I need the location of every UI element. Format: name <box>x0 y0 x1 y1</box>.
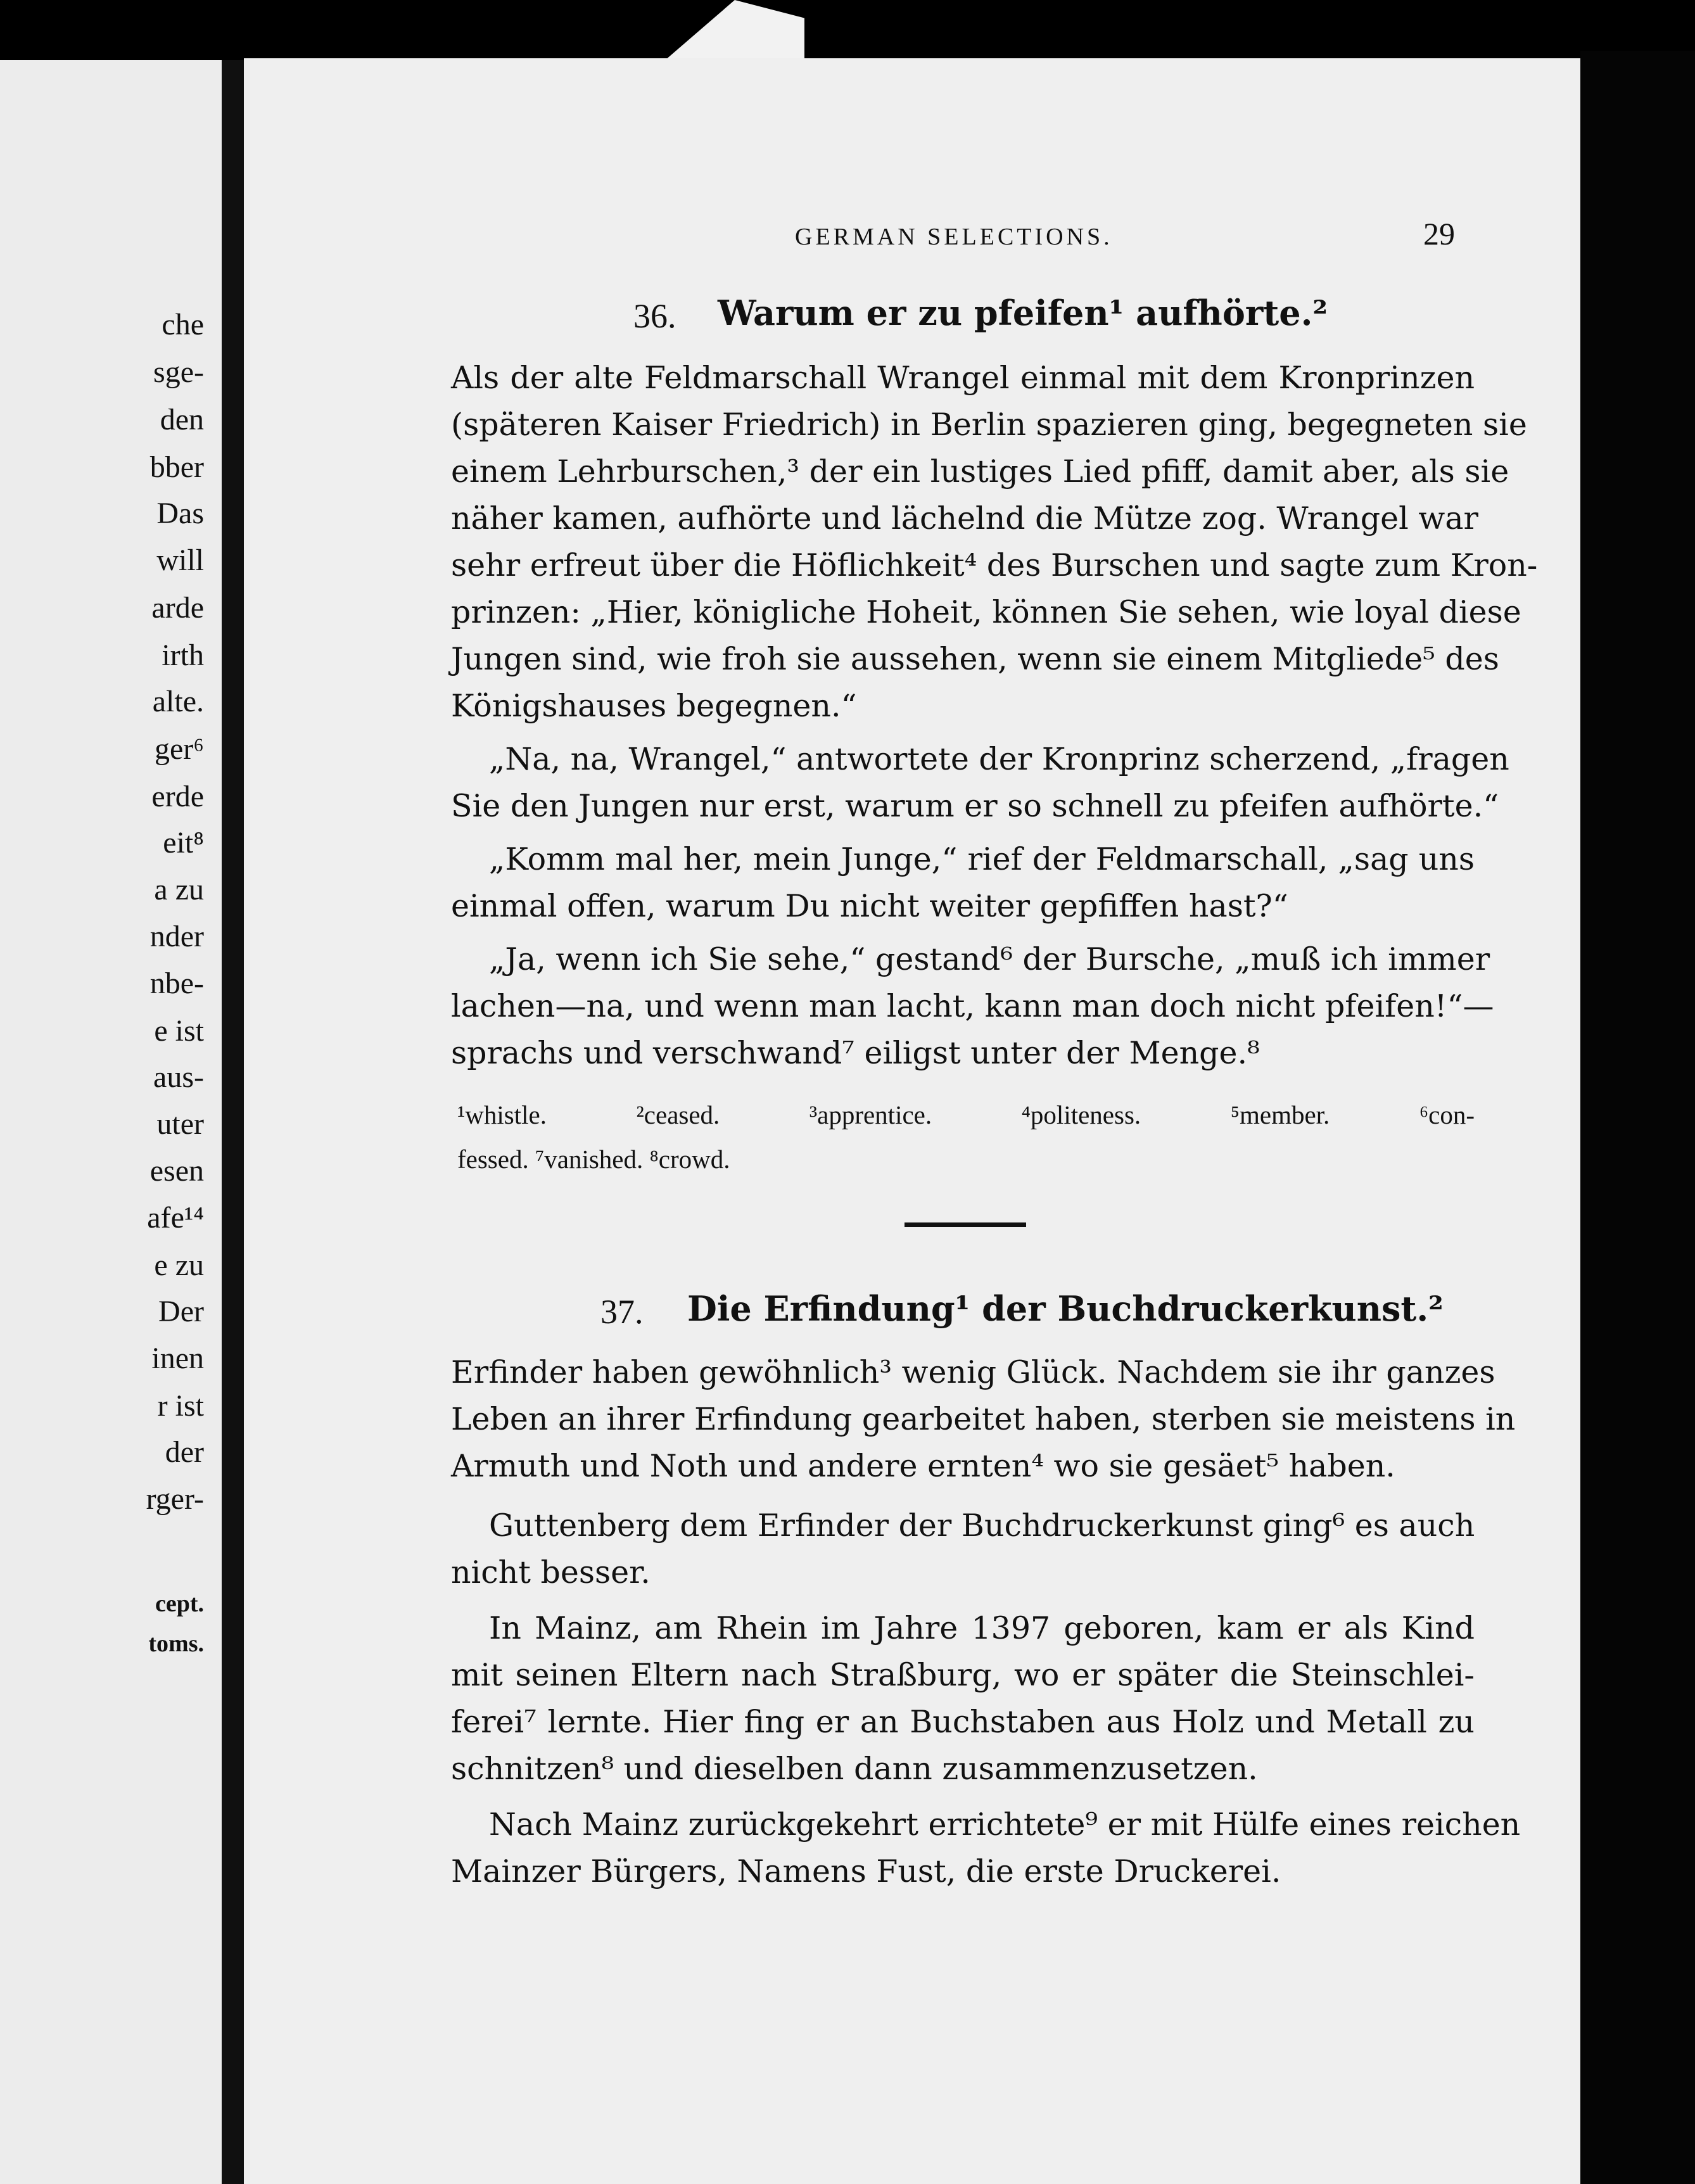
left-text-line: rger- <box>146 1482 204 1516</box>
paragraph-line: näher kamen, aufhörte und lächelnd die Mütze zog. Wrangel war <box>451 500 1478 536</box>
left-text-line: Der <box>158 1295 204 1328</box>
left-text-line: inen <box>151 1342 204 1375</box>
section-title: Die Erfindung¹ der Buchdruckerkunst.² <box>687 1288 1444 1329</box>
paragraph-line: sprachs und verschwand⁷ eiligst unter der Menge.⁸ <box>451 1035 1260 1071</box>
left-text-line: irth <box>162 638 204 672</box>
paragraph-line: „Na, na, Wrangel,“ antwortete der Kronprinz scherzend, „fragen <box>489 741 1509 777</box>
left-text-line: sge- <box>153 355 204 389</box>
left-text-line: den <box>160 403 204 436</box>
running-head: GERMAN SELECTIONS. <box>795 224 1113 250</box>
paragraph-line: „Komm mal her, mein Junge,“ rief der Feldmarschall, „sag uns <box>489 841 1475 877</box>
page-number: 29 <box>1423 216 1455 251</box>
left-text-line: uter <box>156 1107 204 1141</box>
paragraph-line: Mainzer Bürgers, Namens Fust, die erste Druckerei. <box>451 1853 1281 1889</box>
left-text-line: Das <box>156 497 204 530</box>
left-text-line: eit⁸ <box>163 826 204 860</box>
left-text-line: erde <box>151 780 204 813</box>
left-text-line: a zu <box>154 873 204 906</box>
section-divider <box>905 1222 1026 1227</box>
paragraph-line: Königshauses begegnen.“ <box>451 688 857 724</box>
paragraph-line: einmal offen, warum Du nicht weiter gepfiffen hast?“ <box>451 888 1288 924</box>
section-title: Warum er zu pfeifen¹ aufhörte.² <box>718 293 1328 333</box>
paragraph-line: nicht besser. <box>451 1554 651 1590</box>
paragraph-line: prinzen: „Hier, königliche Hoheit, können Sie sehen, wie loyal diese <box>451 594 1521 630</box>
paragraph-line: ferei⁷ lernte. Hier fing er an Buchstaben aus Holz und Metall zu <box>451 1704 1475 1740</box>
page-edge-shadow <box>1580 51 1695 2184</box>
left-footnote-line: cept. <box>155 1590 204 1617</box>
left-text-line: e zu <box>154 1248 204 1282</box>
left-text-line: ger⁶ <box>154 732 204 766</box>
paragraph-line: Armuth und Noth und andere ernten⁴ wo sie gesäet⁵ haben. <box>451 1448 1395 1484</box>
left-text-line: e ist <box>154 1014 204 1048</box>
left-text-line: r ist <box>157 1389 204 1423</box>
left-text-line: aus- <box>153 1060 204 1094</box>
left-text-line: esen <box>149 1154 204 1188</box>
book-gutter <box>222 60 247 2184</box>
paragraph-line: lachen—na, und wenn man lacht, kann man doch nicht pfeifen!“— <box>451 988 1494 1024</box>
paragraph-line: schnitzen⁸ und dieselben dann zusammenzusetzen. <box>451 1751 1258 1787</box>
page-corner-fold <box>665 0 804 60</box>
left-footnote-line: toms. <box>148 1630 204 1657</box>
left-text-line: alte. <box>152 685 204 718</box>
paragraph-line: Nach Mainz zurückgekehrt errichtete⁹ er mit Hülfe eines reichen <box>489 1806 1521 1843</box>
paragraph-line: einem Lehrburschen,³ der ein lustiges Lied pfiff, damit aber, als sie <box>451 454 1509 490</box>
paragraph-line: Erfinder haben gewöhnlich³ wenig Glück. Nachdem sie ihr ganzes <box>451 1354 1495 1390</box>
left-text-line: will <box>156 543 204 577</box>
paragraph-line: In Mainz, am Rhein im Jahre 1397 geboren, kam er als Kind <box>489 1610 1475 1646</box>
left-text-line: arde <box>151 591 204 625</box>
paragraph-line: Als der alte Feldmarschall Wrangel einmal mit dem Kronprinzen <box>451 360 1475 396</box>
left-text-line: nder <box>149 920 204 953</box>
footnote-line: fessed. ⁷vanished. ⁸crowd. <box>457 1145 730 1174</box>
left-text-line: nbe- <box>149 967 204 1000</box>
paragraph-line: mit seinen Eltern nach Straßburg, wo er später die Steinschlei- <box>451 1657 1475 1693</box>
paragraph-line: (späteren Kaiser Friedrich) in Berlin spazieren ging, begegneten sie <box>451 407 1527 443</box>
left-text-line: che <box>162 308 204 341</box>
paragraph-line: Jungen sind, wie froh sie aussehen, wenn sie einem Mitgliede⁵ des <box>451 641 1499 677</box>
left-page-fragment <box>0 60 222 2184</box>
paragraph-line: Sie den Jungen nur erst, warum er so schnell zu pfeifen aufhörte.“ <box>451 788 1499 824</box>
paragraph-line: „Ja, wenn ich Sie sehe,“ gestand⁶ der Bursche, „muß ich immer <box>489 941 1490 977</box>
section-number: 37. <box>600 1293 644 1331</box>
paragraph-line: Guttenberg dem Erfinder der Buchdruckerkunst ging⁶ es auch <box>489 1508 1475 1544</box>
left-text-line: der <box>165 1435 204 1469</box>
footnote-line: ¹whistle. ²ceased. ³apprentice. ⁴politeness. ⁵member. ⁶con- <box>457 1100 1475 1129</box>
paragraph-line: sehr erfreut über die Höflichkeit⁴ des Burschen und sagte zum Kron- <box>451 547 1538 583</box>
left-text-line: bber <box>149 450 204 484</box>
left-text-line: afe¹⁴ <box>147 1201 204 1235</box>
paragraph-line: Leben an ihrer Erfindung gearbeitet haben, sterben sie meistens in <box>451 1401 1516 1437</box>
section-number: 36. <box>633 297 676 335</box>
